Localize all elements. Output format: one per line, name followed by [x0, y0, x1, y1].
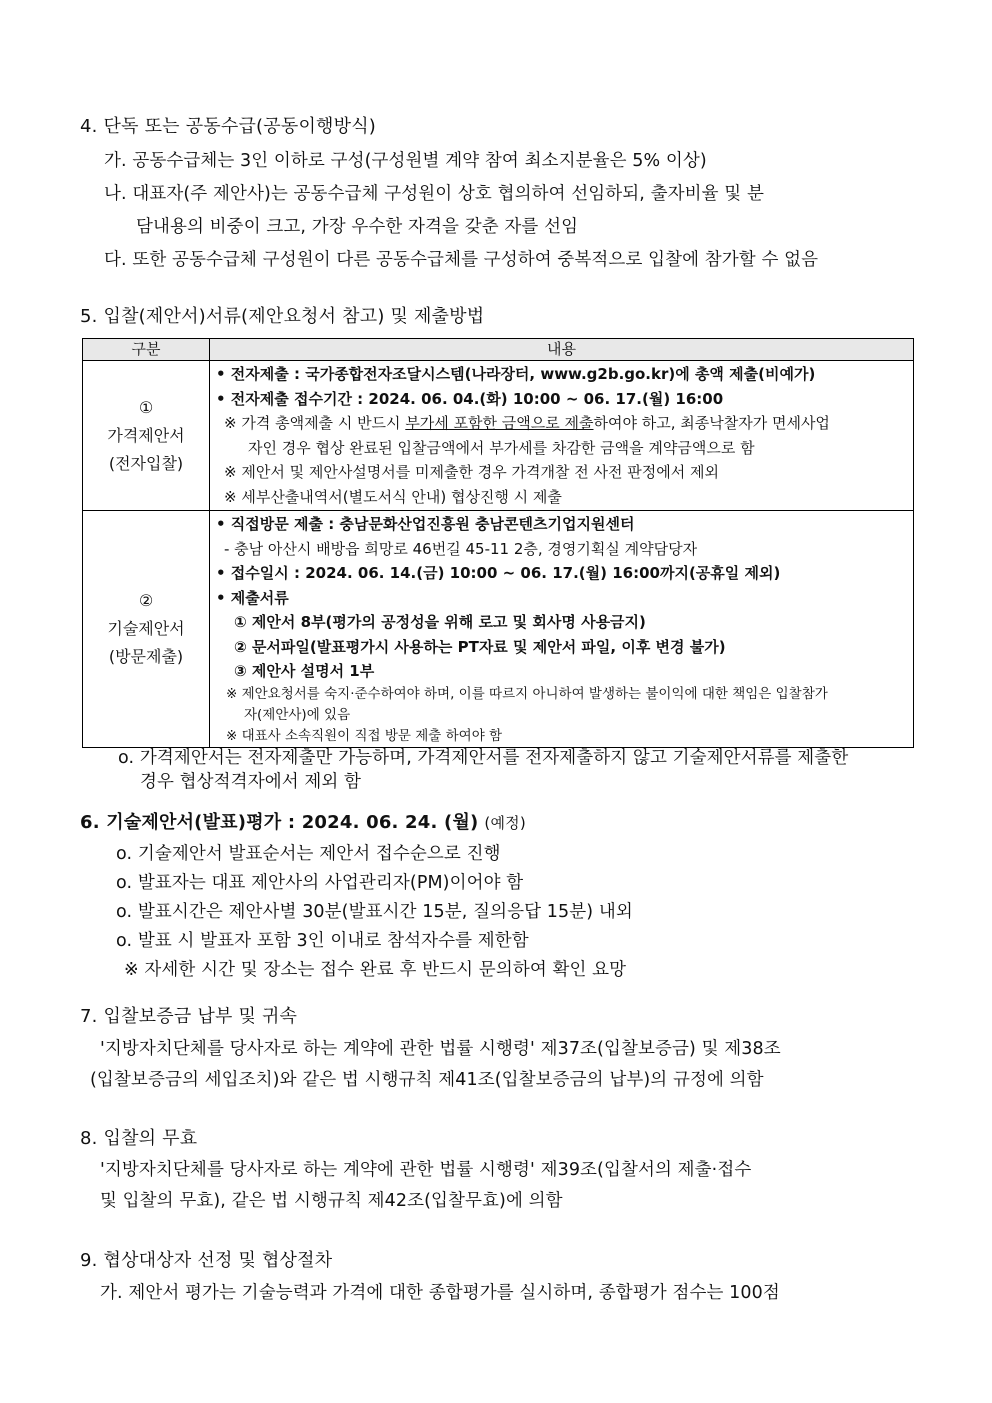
note-text: ※ 가격 총액제출 시 반드시 [224, 414, 406, 432]
tech-receipt-period: • 접수일시 : 2024. 06. 14.(금) 10:00 ~ 06. 17.(월) 16:00까지(공휴일 제외) [216, 564, 781, 582]
tech-doc-2: ② 문서파일(발표평가시 사용하는 PT자료 및 제안서 파일, 이후 변경 불가) [234, 637, 726, 656]
category-label: 기술제안서 [107, 618, 185, 638]
section-6-title-text: 6. 기술제안서(발표)평가 : 2024. 06. 24. (월) [80, 812, 479, 833]
section-5-title: 5. 입찰(제안서)서류(제안요청서 참고) 및 제출방법 [80, 306, 485, 327]
category-method: (방문제출) [108, 646, 184, 666]
table-row-technical [83, 511, 914, 748]
tech-visit-submission: • 직접방문 제출 : 충남문화산업진흥원 충남콘텐츠기업지원센터 [216, 515, 635, 533]
category-price [83, 361, 210, 511]
section-4-title: 4. 단독 또는 공동수급(공동이행방식) [80, 116, 377, 137]
category-label: 가격제안서 [107, 425, 185, 445]
category-number: ① [138, 397, 154, 417]
section-5-after-1: o. 가격제안서는 전자제출만 가능하며, 가격제안서를 전자제출하지 않고 기술제안서류를 제출한 [118, 748, 849, 768]
section-8-line-1: '지방자치단체를 당사자로 하는 계약에 관한 법률 시행령' 제39조(입찰서의 제출·접수 [100, 1160, 752, 1180]
tech-address: - 충남 아산시 배방읍 희망로 46번길 45-11 2층, 경영기획실 계약담당자 [224, 539, 698, 558]
price-electronic-submission: • 전자제출 : 국가종합전자조달시스템(나라장터, www.g2b.go.kr)에 총액 제출(비예가) [216, 365, 816, 383]
table-row-price [83, 361, 914, 511]
section-8-line-2: 및 입찰의 무효), 같은 법 시행규칙 제42조(입찰무효)에 의함 [100, 1191, 563, 1211]
section-6-line-4: o. 발표 시 발표자 포함 3인 이내로 참석자수를 제한함 [116, 931, 529, 951]
category-number: ② [138, 590, 154, 610]
section-7-title: 7. 입찰보증금 납부 및 귀속 [80, 1006, 298, 1027]
section-4-line-c: 다. 또한 공동수급체 구성원이 다른 공동수급체를 구성하여 중복적으로 입찰에 참가할 수 없음 [104, 250, 819, 270]
tech-doc-1: ① 제안서 8부(평가의 공정성을 위해 로고 및 회사명 사용금지) [234, 613, 646, 631]
price-note-1-cont: 자인 경우 협상 완료된 입찰금액에서 부가세를 차감한 금액을 계약금액으로 함 [248, 438, 755, 457]
section-8-title: 8. 입찰의 무효 [80, 1128, 198, 1149]
tech-note-1-cont: 자(제안사)에 있음 [244, 706, 351, 723]
section-9-line-1: 가. 제안서 평가는 기술능력과 가격에 대한 종합평가를 실시하며, 종합평가 점수는 100점 [100, 1283, 780, 1303]
section-4-line-a: 가. 공동수급체는 3인 이하로 구성(구성원별 계약 참여 최소지분율은 5% 이상) [104, 151, 707, 171]
section-4-line-b-cont: 담내용의 비중이 크고, 가장 우수한 자격을 갖춘 자를 선임 [136, 217, 579, 237]
section-7-line-1: '지방자치단체를 당사자로 하는 계약에 관한 법률 시행령' 제37조(입찰보증금) 및 제38조 [100, 1039, 781, 1059]
note-underlined: 부가세 포함한 금액으로 제출 [405, 414, 594, 432]
category-method: (전자입찰) [108, 453, 184, 473]
tech-note-2: ※ 대표사 소속직원이 직접 방문 제출 하여야 함 [226, 727, 503, 744]
note-text: 하여야 하고, 최종낙찰자가 면세사업 [593, 414, 830, 432]
submission-table [82, 338, 914, 748]
section-9-title: 9. 협상대상자 선정 및 협상절차 [80, 1250, 333, 1271]
price-note-3: ※ 세부산출내역서(별도서식 안내) 협상진행 시 제출 [224, 487, 562, 506]
content-technical [210, 511, 914, 748]
price-submission-period: • 전자제출 접수기간 : 2024. 06. 04.(화) 10:00 ~ 06. 17.(월) 16:00 [216, 389, 724, 408]
tech-note-1: ※ 제안요청서를 숙지·준수하여야 하며, 이를 따르지 아니하여 발생하는 불이익에 대한 책임은 입찰참가 [226, 685, 828, 702]
section-6-line-1: o. 기술제안서 발표순서는 제안서 접수순으로 진행 [116, 844, 501, 864]
section-7-line-2: (입찰보증금의 세입조치)와 같은 법 시행규칙 제41조(입찰보증금의 납부)의 규정에 의함 [90, 1070, 764, 1090]
section-4-line-b: 나. 대표자(주 제안사)는 공동수급체 구성원이 상호 협의하여 선임하되, 출자비율 및 분 [104, 184, 764, 204]
section-6-title [80, 808, 526, 834]
section-6-note: ※ 자세한 시간 및 장소는 접수 완료 후 반드시 문의하여 확인 요망 [124, 960, 627, 980]
tech-documents-heading: • 제출서류 [216, 588, 289, 607]
price-note-1 [210, 411, 913, 436]
category-technical [83, 511, 210, 748]
section-5-after-2: 경우 협상적격자에서 제외 함 [140, 772, 362, 792]
price-note-2: ※ 제안서 및 제안사설명서를 미제출한 경우 가격개찰 전 사전 판정에서 제외 [224, 463, 719, 481]
table-header-category: 구분 [83, 339, 210, 361]
content-price [210, 361, 914, 511]
section-6-title-suffix: (예정) [484, 814, 526, 832]
section-6-line-2: o. 발표자는 대표 제안사의 사업관리자(PM)이어야 함 [116, 873, 524, 893]
section-6-line-3: o. 발표시간은 제안사별 30분(발표시간 15분, 질의응답 15분) 내외 [116, 902, 633, 922]
table-header-content: 내용 [210, 339, 914, 361]
tech-doc-3: ③ 제안사 설명서 1부 [234, 662, 375, 680]
